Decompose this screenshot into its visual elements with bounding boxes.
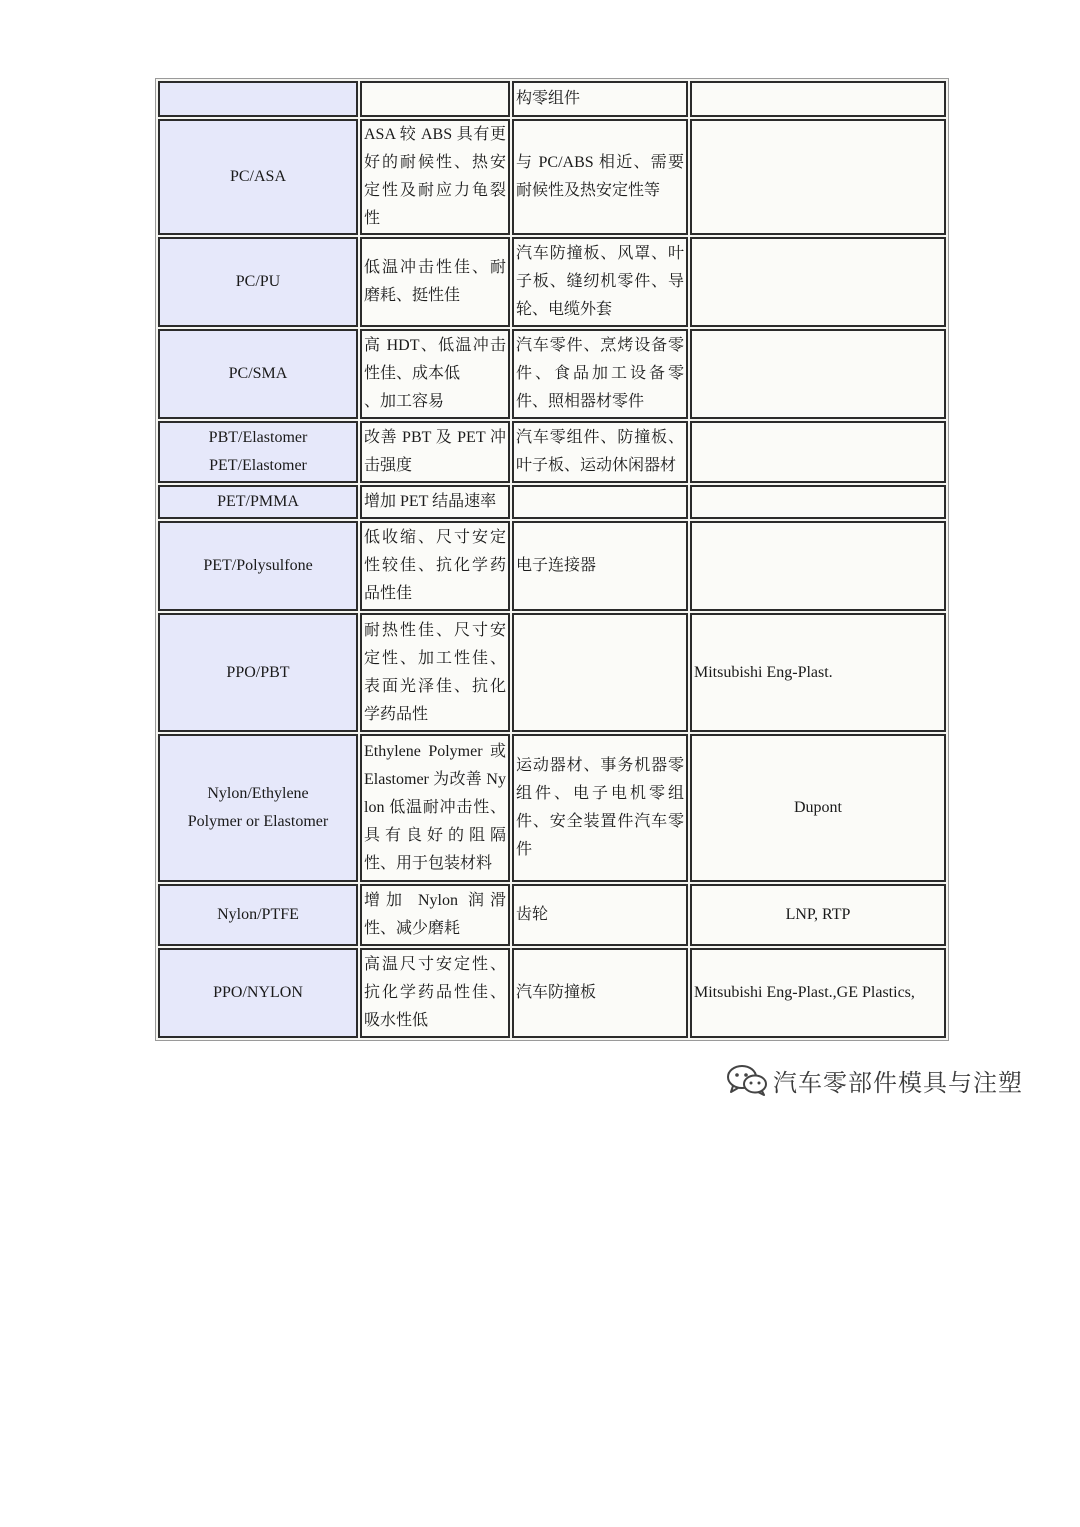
material-text: PBT/Elastomer PET/Elastomer bbox=[208, 429, 308, 474]
application-cell bbox=[512, 119, 688, 235]
application-text: 汽车零件、烹烤设备零件、食品加工设备零件、照相器材零件 bbox=[516, 337, 684, 410]
property-cell bbox=[360, 485, 510, 519]
table-row bbox=[158, 329, 946, 419]
property-cell bbox=[360, 521, 510, 611]
supplier-text: Mitsubishi Eng-Plast.,GE Plastics, bbox=[694, 984, 915, 1001]
property-cell bbox=[360, 948, 510, 1038]
watermark-text: 汽车零部件模具与注塑 bbox=[773, 1068, 1023, 1097]
material-cell bbox=[158, 613, 358, 732]
property-text: 改善 PBT 及 PET 冲击强度 bbox=[364, 429, 506, 474]
property-cell bbox=[360, 81, 510, 117]
material-cell bbox=[158, 734, 358, 882]
property-cell bbox=[360, 119, 510, 235]
material-cell bbox=[158, 521, 358, 611]
property-text: 高温尺寸安定性、抗化学药品性佳、吸水性低 bbox=[364, 956, 506, 1029]
table-row bbox=[158, 521, 946, 611]
supplier-cell bbox=[690, 521, 946, 611]
property-cell bbox=[360, 237, 510, 327]
materials-table bbox=[155, 78, 949, 1041]
property-text: 低温冲击性佳、耐磨耗、挺性佳 bbox=[364, 259, 506, 304]
material-text: PPO/NYLON bbox=[213, 984, 303, 1001]
property-cell bbox=[360, 329, 510, 419]
material-text: PC/SMA bbox=[228, 365, 288, 382]
supplier-cell bbox=[690, 237, 946, 327]
property-text: 增加 PET 结晶速率 bbox=[364, 493, 497, 510]
application-cell bbox=[512, 884, 688, 946]
table-row bbox=[158, 237, 946, 327]
property-cell bbox=[360, 613, 510, 732]
supplier-text: LNP, RTP bbox=[785, 906, 851, 923]
table-row bbox=[158, 948, 946, 1038]
table-row bbox=[158, 884, 946, 946]
application-text: 汽车防撞板 bbox=[516, 984, 597, 1001]
property-text: Ethylene Polymer 或 Elastomer 为改善 Nylon 低温耐冲击性、具有良好的阻隔性、用于包装材料 bbox=[364, 743, 506, 872]
table-row bbox=[158, 485, 946, 519]
supplier-cell bbox=[690, 81, 946, 117]
application-cell bbox=[512, 421, 688, 483]
supplier-cell bbox=[690, 884, 946, 946]
material-text: PPO/PBT bbox=[226, 663, 290, 681]
supplier-cell bbox=[690, 948, 946, 1038]
application-text: 齿轮 bbox=[516, 906, 549, 923]
property-text: 增加 Nylon 润滑性、减少磨耗 bbox=[364, 892, 506, 937]
material-text: PET/Polysulfone bbox=[203, 557, 313, 574]
material-cell bbox=[158, 237, 358, 327]
material-cell bbox=[158, 81, 358, 117]
supplier-text: Dupont bbox=[794, 799, 842, 816]
table-row bbox=[158, 613, 946, 732]
material-text: Nylon/Ethylene Polymer or Elastomer bbox=[187, 785, 329, 830]
property-text: ASA 较 ABS 具有更好的耐候性、热安定性及耐应力龟裂性 bbox=[364, 126, 506, 227]
property-text: 低收缩、尺寸安定性较佳、抗化学药品性佳 bbox=[364, 529, 506, 602]
material-cell bbox=[158, 119, 358, 235]
application-cell bbox=[512, 948, 688, 1038]
wechat-icon bbox=[725, 1063, 769, 1097]
property-text: 高 HDT、低温冲击性佳、成本低 、加工容易 bbox=[364, 337, 506, 410]
material-text: PC/PU bbox=[235, 273, 281, 290]
supplier-cell bbox=[690, 485, 946, 519]
property-cell bbox=[360, 734, 510, 882]
application-cell bbox=[512, 521, 688, 611]
material-cell bbox=[158, 948, 358, 1038]
application-text: 构零组件 bbox=[516, 90, 581, 107]
material-cell bbox=[158, 485, 358, 519]
property-text: 耐热性佳、尺寸安定性、加工性佳、表面光泽佳、抗化学药品性 bbox=[364, 621, 506, 723]
application-cell bbox=[512, 485, 688, 519]
supplier-cell bbox=[690, 119, 946, 235]
account-watermark bbox=[725, 1062, 1023, 1098]
material-text: Nylon/PTFE bbox=[217, 906, 299, 923]
table-row bbox=[158, 119, 946, 235]
table-row bbox=[158, 421, 946, 483]
table-row bbox=[158, 734, 946, 882]
application-cell bbox=[512, 734, 688, 882]
supplier-text: Mitsubishi Eng-Plast. bbox=[694, 663, 833, 681]
property-cell bbox=[360, 421, 510, 483]
property-cell bbox=[360, 884, 510, 946]
application-text: 汽车防撞板、风罩、叶子板、缝纫机零件、导轮、电缆外套 bbox=[516, 245, 684, 318]
supplier-cell bbox=[690, 421, 946, 483]
application-text: 运动器材、事务机器零组件、电子电机零组件、安全装置件汽车零件 bbox=[516, 757, 684, 858]
material-text: PET/PMMA bbox=[217, 493, 299, 510]
application-cell bbox=[512, 613, 688, 732]
application-cell bbox=[512, 237, 688, 327]
material-cell bbox=[158, 884, 358, 946]
material-cell bbox=[158, 329, 358, 419]
material-cell bbox=[158, 421, 358, 483]
application-cell bbox=[512, 81, 688, 117]
application-text: 汽车零组件、防撞板、叶子板、运动休闲器材 bbox=[516, 429, 684, 474]
application-cell bbox=[512, 329, 688, 419]
application-text: 与 PC/ABS 相近、需要耐候性及热安定性等 bbox=[516, 154, 684, 199]
supplier-cell bbox=[690, 329, 946, 419]
supplier-cell bbox=[690, 613, 946, 732]
supplier-cell bbox=[690, 734, 946, 882]
application-text: 电子连接器 bbox=[516, 557, 597, 574]
table-row bbox=[158, 81, 946, 117]
material-text: PC/ASA bbox=[229, 168, 287, 185]
